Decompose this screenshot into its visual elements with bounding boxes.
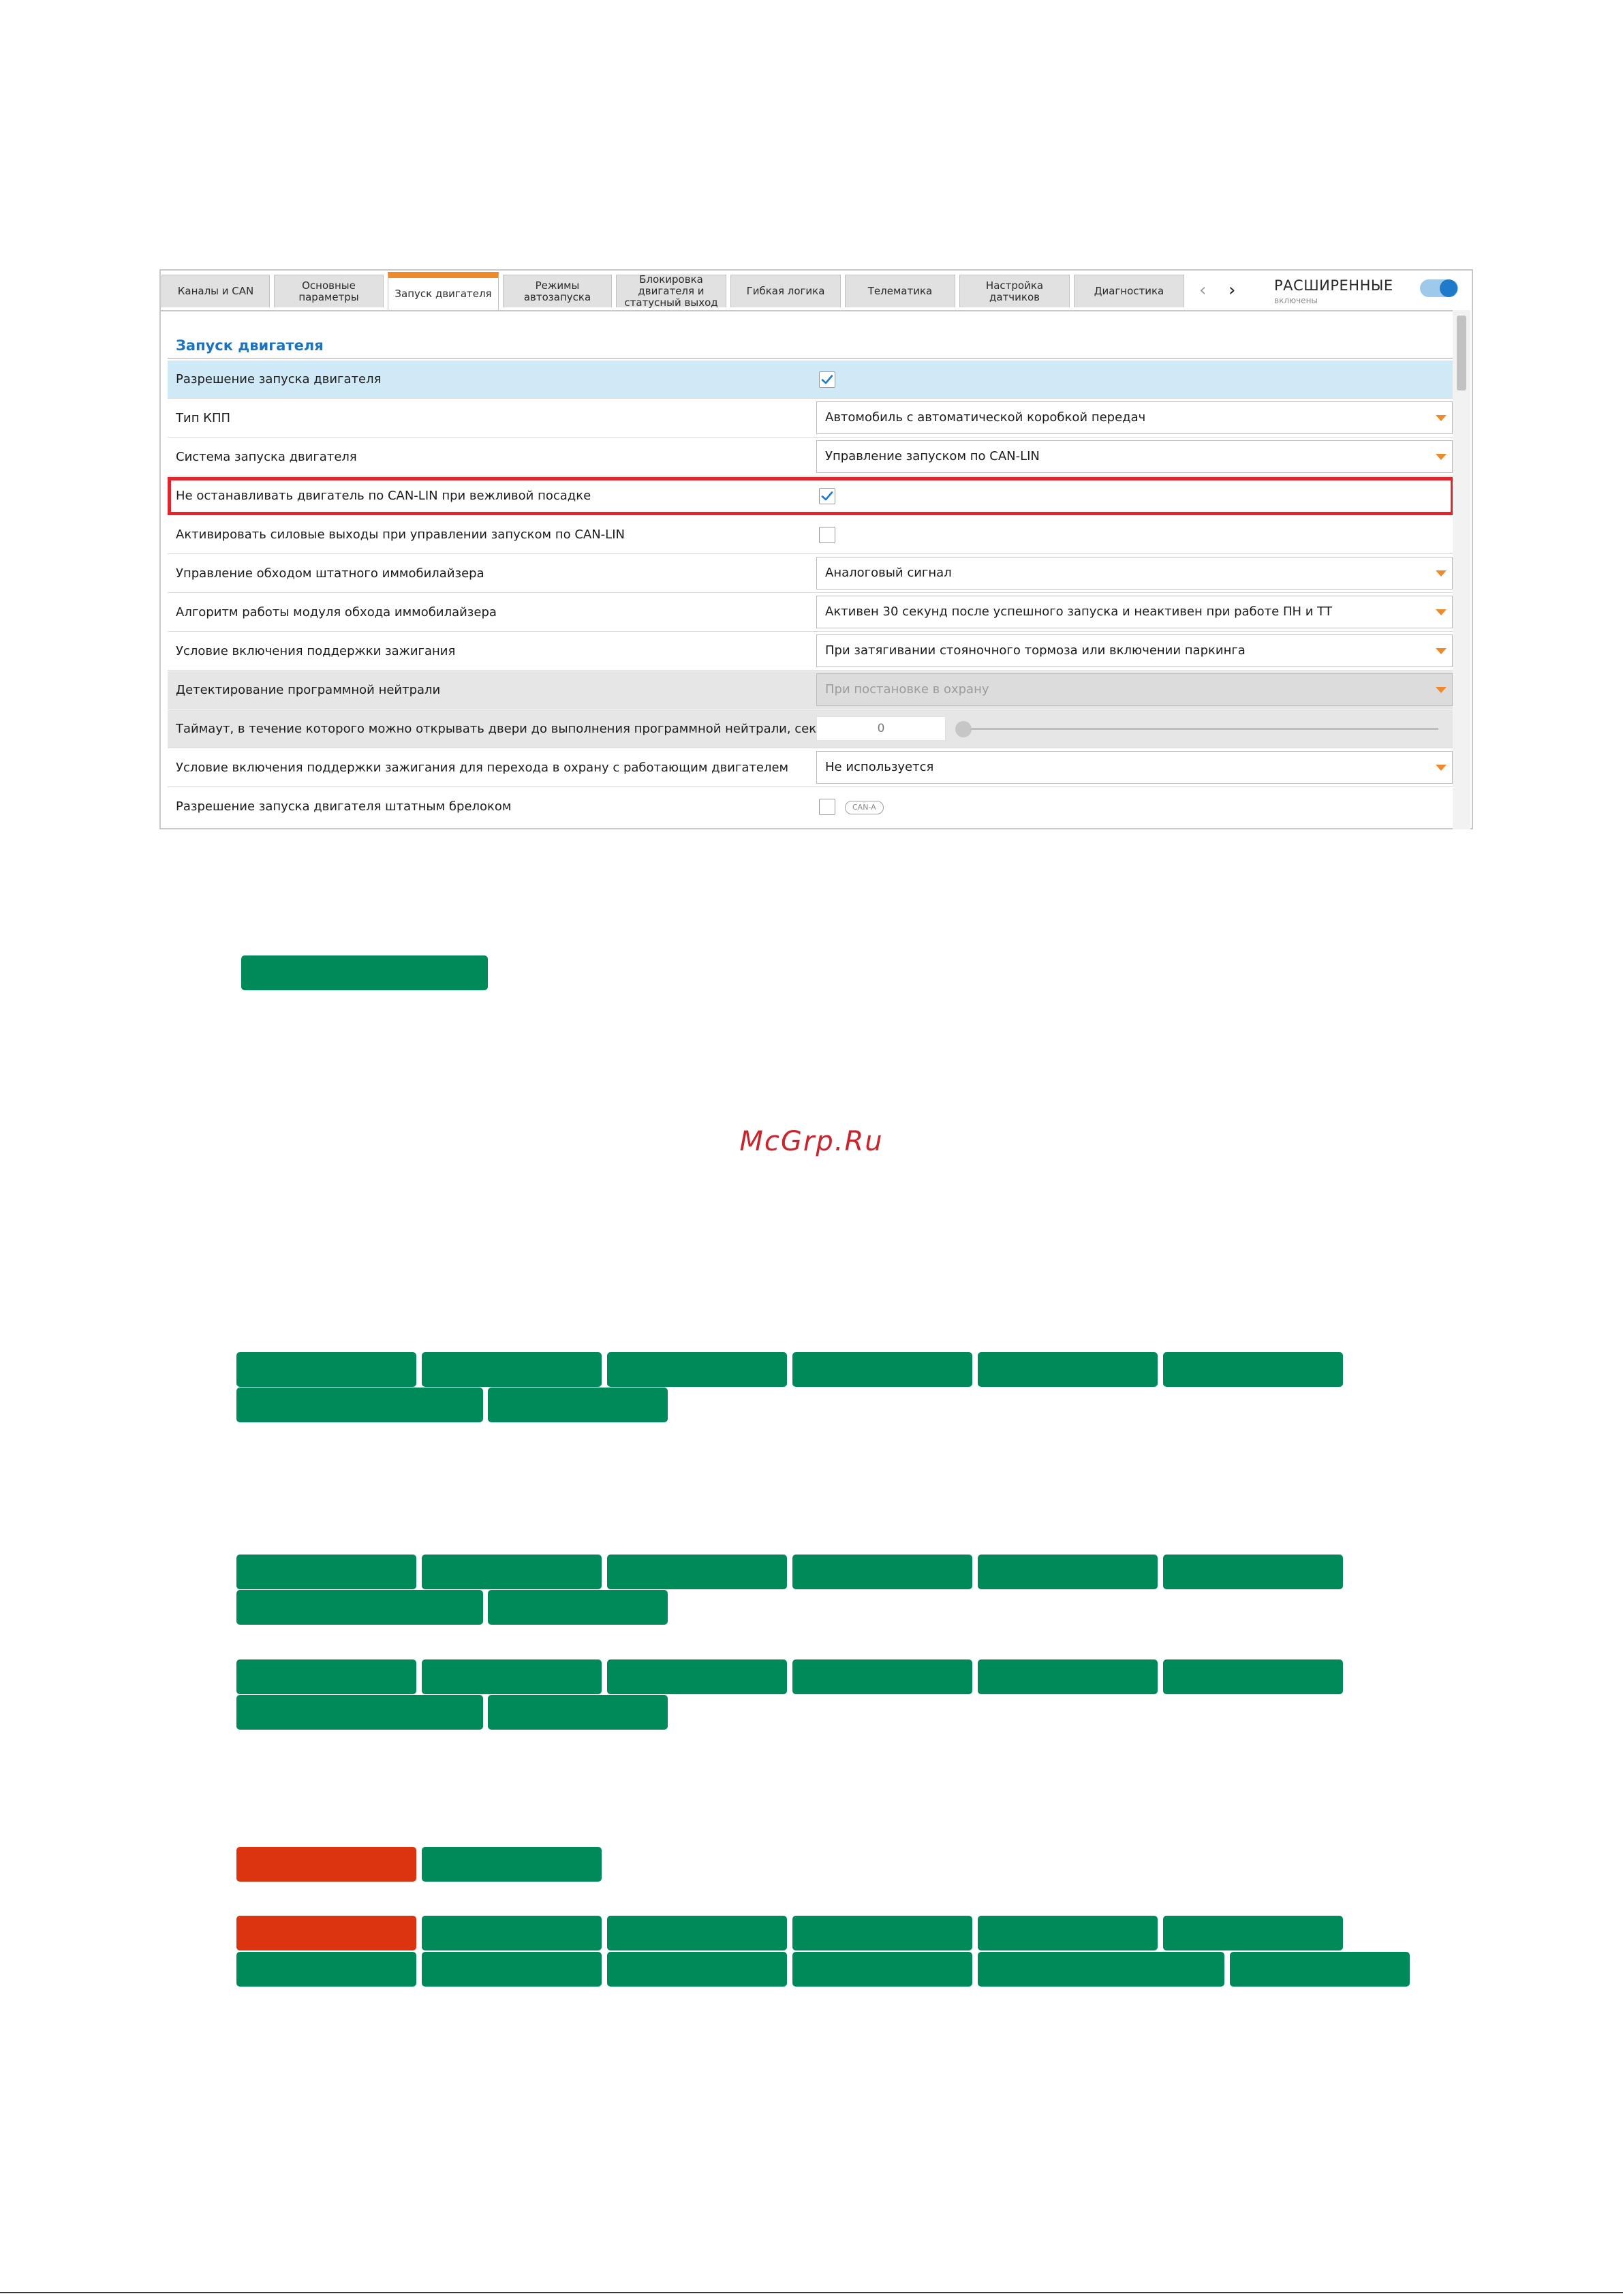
- select-value: При постановке в охрану: [825, 682, 989, 697]
- redacted-bar: [241, 955, 488, 990]
- setting-row-no-stop-courtesy[interactable]: [168, 477, 1454, 515]
- tab-channels-can[interactable]: [161, 275, 270, 307]
- setting-checkbox[interactable]: [819, 799, 835, 815]
- redacted-bar: [607, 1659, 787, 1694]
- redacted-bar: [1163, 1352, 1343, 1387]
- tab-label: Режимы автозапуска: [523, 279, 591, 303]
- advanced-mode-toggle[interactable]: [1420, 279, 1458, 297]
- tab-engine-start[interactable]: [388, 272, 499, 310]
- tab-autostart-modes[interactable]: [503, 275, 612, 307]
- section-divider: [168, 358, 1453, 359]
- tab-label: Основные параметры: [298, 279, 359, 303]
- bypass-algorithm-select[interactable]: [816, 596, 1453, 628]
- redacted-bar: [978, 1916, 1158, 1950]
- ignition-support-select[interactable]: [816, 634, 1453, 667]
- redacted-bar: [488, 1590, 668, 1625]
- scrollbar-thumb[interactable]: [1457, 316, 1466, 391]
- checkmark-icon: [820, 489, 834, 503]
- tab-label: Гибкая логика: [746, 285, 825, 297]
- checkmark-icon: [820, 373, 834, 386]
- setting-row-power-outputs[interactable]: [168, 516, 1454, 554]
- setting-row-neutral-detection: [168, 671, 1454, 709]
- tab-label: Телематика: [867, 285, 933, 297]
- tab-label: Блокировка двигателя и статусный выход: [624, 273, 718, 309]
- select-value: Управление запуском по CAN-LIN: [825, 449, 1040, 463]
- neutral-detection-select: [816, 673, 1453, 706]
- chevron-left-icon[interactable]: ‹: [1199, 280, 1207, 301]
- redacted-bar: [792, 1555, 972, 1589]
- redacted-bar: [1163, 1659, 1343, 1694]
- ignition-support-guard-select[interactable]: [816, 751, 1453, 784]
- setting-label: Алгоритм работы модуля обхода иммобилайзера: [176, 605, 497, 619]
- redacted-bar: [236, 1352, 416, 1387]
- setting-label: Разрешение запуска двигателя штатным брелоком: [176, 799, 512, 814]
- redacted-bar: [978, 1352, 1158, 1387]
- redacted-bar: [236, 1555, 416, 1589]
- immobilizer-bypass-select[interactable]: [816, 557, 1453, 590]
- tab-label: Диагностика: [1094, 285, 1164, 297]
- redacted-bar: [607, 1352, 787, 1387]
- redacted-bar: [978, 1659, 1158, 1694]
- tab-label: Запуск двигателя: [395, 288, 492, 300]
- door-timeout-slider-handle: [955, 721, 972, 737]
- redacted-bar: [236, 1695, 483, 1730]
- watermark: McGrp.Ru: [739, 1126, 884, 1157]
- tab-diagnostics[interactable]: [1074, 275, 1184, 307]
- setting-checkbox[interactable]: [819, 488, 835, 504]
- redacted-bar: [488, 1388, 668, 1422]
- redacted-bar: [422, 1952, 602, 1987]
- setting-label: Таймаут, в течение которого можно открывать двери до выполнения программной нейтрали, сек: [176, 722, 817, 736]
- vertical-scrollbar[interactable]: [1453, 310, 1470, 829]
- settings-panel: [161, 310, 1457, 829]
- dropdown-arrow-icon: [1436, 570, 1447, 577]
- setting-row-bypass-algorithm: [168, 594, 1454, 632]
- redacted-bar: [422, 1555, 602, 1589]
- door-timeout-slider-track: [961, 728, 1438, 730]
- tab-label: Каналы и CAN: [177, 285, 254, 297]
- setting-row-immobilizer-bypass: [168, 555, 1454, 593]
- setting-row-ignition-support: [168, 632, 1454, 671]
- redacted-bar: [236, 1388, 483, 1422]
- configurator-window: [159, 269, 1473, 829]
- redacted-bar: [422, 1659, 602, 1694]
- setting-row-ignition-support-guard: [168, 749, 1454, 787]
- select-value: Автомобиль с автоматической коробкой передач: [825, 410, 1146, 425]
- redacted-bar: [792, 1659, 972, 1694]
- select-value: Аналоговый сигнал: [825, 566, 952, 580]
- setting-row-engine-start-permission[interactable]: [168, 361, 1454, 399]
- setting-label: Разрешение запуска двигателя: [176, 372, 382, 386]
- select-value: Не используется: [825, 760, 934, 774]
- advanced-mode-status: включены: [1274, 296, 1318, 305]
- redacted-bar: [236, 1590, 483, 1625]
- redacted-bar: [607, 1916, 787, 1950]
- advanced-mode-title: РАСШИРЕННЫЕ: [1274, 277, 1393, 294]
- chevron-right-icon[interactable]: ›: [1228, 280, 1236, 301]
- dropdown-arrow-icon: [1436, 609, 1447, 615]
- setting-row-gearbox-type: [168, 399, 1454, 438]
- redacted-bar: [1163, 1916, 1343, 1950]
- door-timeout-input: 0: [816, 716, 946, 741]
- redacted-bar: [607, 1952, 787, 1987]
- setting-label: Условие включения поддержки зажигания: [176, 644, 456, 658]
- dropdown-arrow-icon: [1436, 454, 1447, 460]
- redacted-bar: [236, 1659, 416, 1694]
- dropdown-arrow-icon: [1436, 765, 1447, 771]
- section-title: Запуск двигателя: [176, 337, 324, 354]
- setting-label: Система запуска двигателя: [176, 450, 357, 464]
- tab-label: Настройка датчиков: [985, 279, 1044, 303]
- setting-label: Активировать силовые выходы при управлении запуском по CAN-LIN: [176, 527, 625, 542]
- setting-row-door-timeout: [168, 710, 1454, 748]
- setting-checkbox[interactable]: [819, 371, 835, 388]
- redacted-bar: [488, 1695, 668, 1730]
- redacted-bar-red: [236, 1847, 416, 1882]
- setting-label: Условие включения поддержки зажигания для перехода в охрану с работающим двигателем: [176, 761, 789, 775]
- redacted-bar: [978, 1952, 1224, 1987]
- dropdown-arrow-icon: [1436, 415, 1447, 421]
- redacted-bar: [1163, 1555, 1343, 1589]
- tab-bar: [161, 271, 1472, 310]
- select-value: Активен 30 секунд после успешного запуска и неактивен при работе ПН и ТТ: [825, 604, 1333, 619]
- setting-checkbox[interactable]: [819, 527, 835, 543]
- redacted-bar: [792, 1952, 972, 1987]
- redacted-bar: [422, 1352, 602, 1387]
- redacted-bar: [422, 1847, 602, 1882]
- redacted-bar: [607, 1555, 787, 1589]
- setting-label: Управление обходом штатного иммобилайзера: [176, 566, 484, 581]
- setting-label: Не останавливать двигатель по CAN-LIN при вежливой посадке: [176, 489, 591, 503]
- setting-label: Тип КПП: [176, 411, 231, 425]
- redacted-bar: [422, 1916, 602, 1950]
- tab-engine-lock[interactable]: [616, 275, 726, 307]
- tab-flexible-logic[interactable]: [730, 275, 841, 307]
- redacted-bar: [978, 1555, 1158, 1589]
- tab-basic-params[interactable]: [274, 275, 384, 307]
- select-value: При затягивании стояночного тормоза или включении паркинга: [825, 643, 1246, 658]
- toggle-knob: [1440, 279, 1457, 297]
- tab-telematics[interactable]: [845, 275, 955, 307]
- setting-row-stock-keyfob-start[interactable]: [168, 788, 1454, 826]
- page-footer-line: [0, 2292, 1623, 2293]
- start-system-select[interactable]: [816, 440, 1453, 473]
- setting-row-start-system: [168, 438, 1454, 476]
- redacted-bar: [792, 1916, 972, 1950]
- tab-sensors[interactable]: [959, 275, 1070, 307]
- redacted-bar: [236, 1952, 416, 1987]
- can-badge: CAN-A: [845, 801, 884, 814]
- redacted-bar-red: [236, 1916, 416, 1950]
- gearbox-type-select[interactable]: [816, 401, 1453, 434]
- setting-label: Детектирование программной нейтрали: [176, 683, 441, 697]
- dropdown-arrow-icon: [1436, 648, 1447, 654]
- dropdown-arrow-icon: [1436, 687, 1447, 693]
- redacted-bar: [792, 1352, 972, 1387]
- redacted-bar: [1230, 1952, 1410, 1987]
